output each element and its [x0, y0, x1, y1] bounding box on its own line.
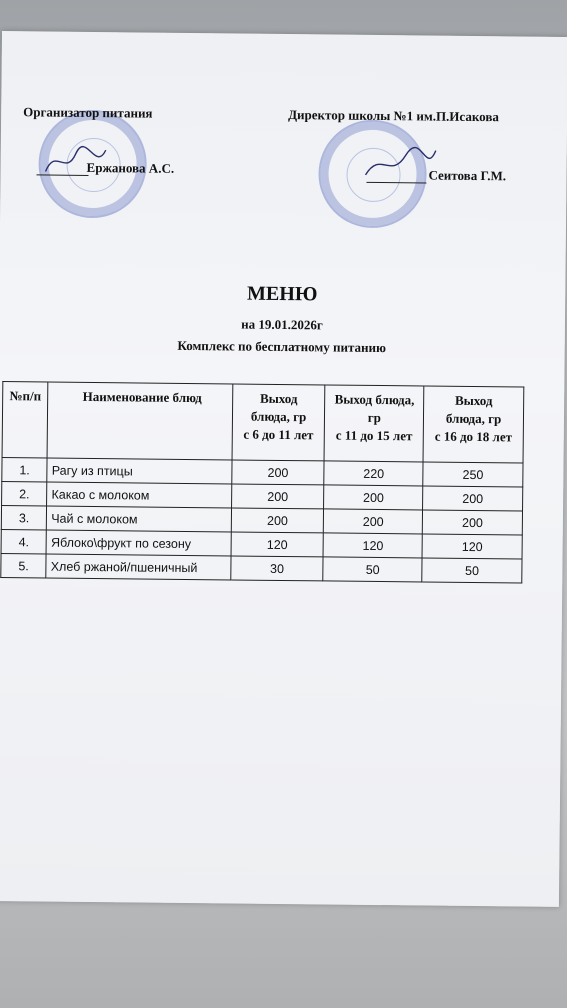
header-col-a-line1: Выход [259, 390, 298, 407]
director-name: Сеитова Г.М. [428, 167, 507, 184]
header-num: №п/п [2, 382, 48, 458]
header-col-b [324, 385, 424, 462]
row-portion-6-11: 200 [231, 508, 324, 533]
row-portion-16-18: 120 [422, 534, 522, 559]
header-col-c-line1: Выход [454, 392, 493, 409]
row-portion-11-15: 200 [324, 509, 423, 534]
row-num: 5. [1, 554, 47, 578]
header-col-c [423, 386, 524, 463]
header-col-a-line2: блюда, гр [250, 408, 307, 425]
row-num: 4. [1, 530, 47, 554]
header-col-c-line3: с 16 до 18 лет [434, 428, 513, 445]
row-portion-11-15: 200 [324, 485, 423, 510]
document-sheet [0, 31, 567, 907]
menu-table [0, 381, 524, 583]
row-num: 2. [2, 482, 48, 506]
table-row [1, 554, 522, 583]
row-portion-6-11: 120 [231, 532, 324, 557]
header-col-c-line2: блюда, гр [445, 410, 502, 427]
row-portion-6-11: 200 [232, 460, 325, 485]
organizer-title: Организатор питания [23, 104, 153, 121]
row-dish-name: Яблоко\фрукт по сезону [46, 530, 231, 556]
row-num: 3. [1, 506, 47, 530]
header-col-a [232, 384, 325, 461]
row-portion-6-11: 200 [231, 484, 324, 509]
header-col-b-line2: гр [367, 409, 381, 426]
row-portion-11-15: 120 [323, 533, 422, 558]
header-col-a-line3: с 6 до 11 лет [243, 426, 314, 443]
row-dish-name: Чай с молоком [47, 506, 232, 532]
row-dish-name: Рагу из птицы [47, 458, 232, 484]
row-dish-name: Хлеб ржаной/пшеничный [46, 554, 231, 580]
menu-date: на 19.01.2026г [241, 316, 323, 333]
row-portion-16-18: 200 [422, 510, 522, 535]
row-num: 1. [2, 458, 48, 482]
row-portion-16-18: 50 [422, 558, 522, 583]
table-header-row [2, 382, 524, 463]
document-title: МЕНЮ [247, 282, 318, 306]
row-portion-11-15: 50 [323, 557, 422, 582]
header-col-b-line1: Выход блюда, [334, 391, 415, 408]
director-title: Директор школы №1 им.П.Исакова [288, 107, 499, 125]
row-portion-11-15: 220 [324, 461, 423, 486]
header-name: Наименование блюд [47, 382, 232, 460]
header-col-b-line3: с 11 до 15 лет [335, 427, 413, 444]
row-portion-16-18: 200 [423, 486, 523, 511]
menu-complex: Комплекс по бесплатному питанию [177, 337, 387, 356]
row-dish-name: Какао с молоком [47, 482, 232, 508]
organizer-name: Ержанова А.С. [86, 159, 175, 176]
row-portion-6-11: 30 [231, 556, 324, 581]
row-portion-16-18: 250 [423, 462, 523, 487]
